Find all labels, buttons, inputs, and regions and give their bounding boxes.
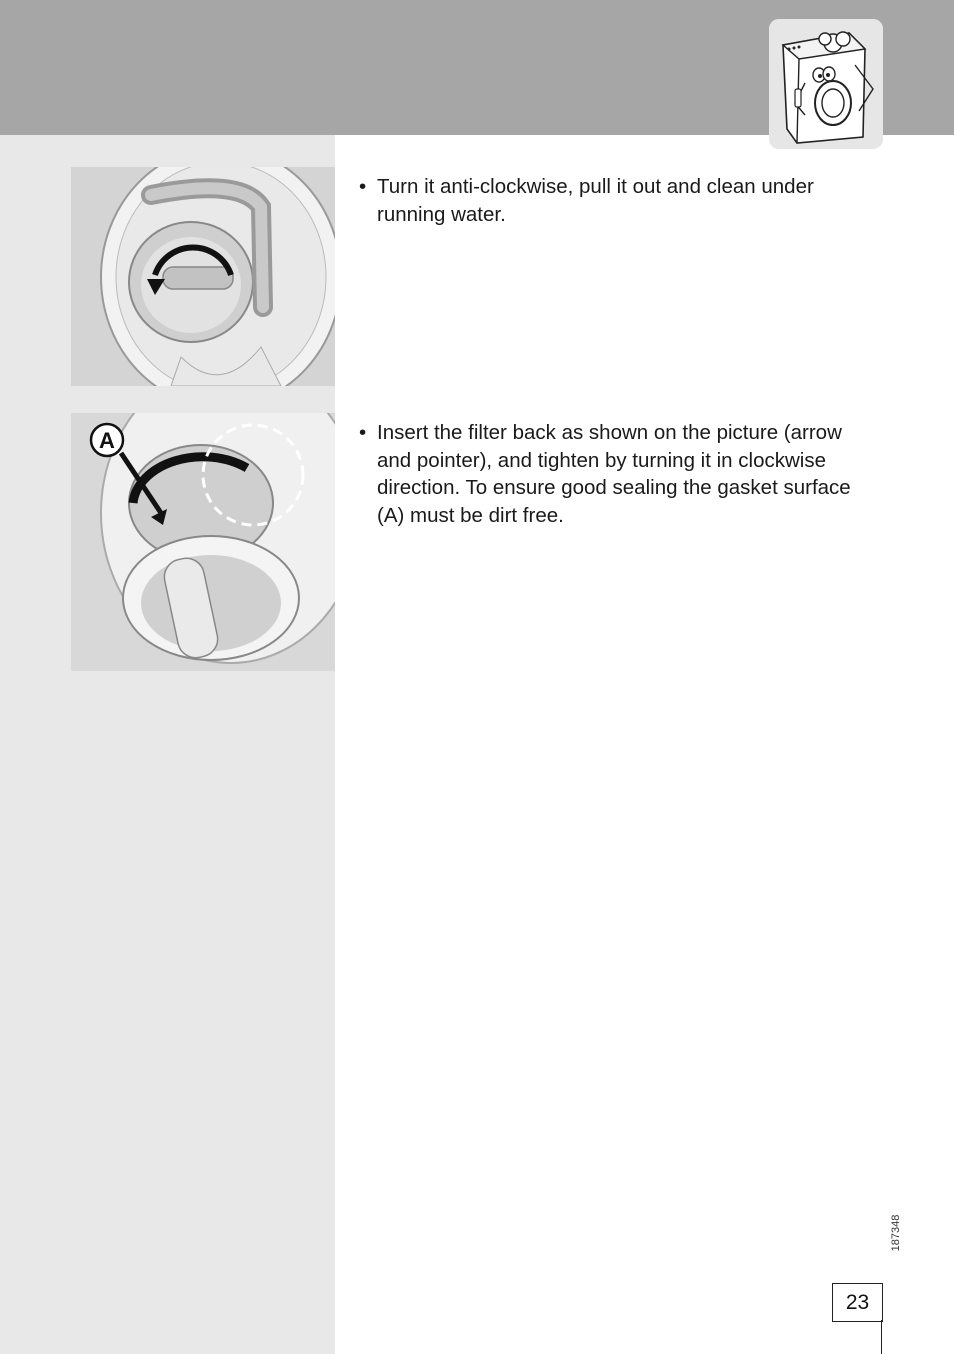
filter-removal-illustration bbox=[71, 167, 335, 386]
step-2-text bbox=[359, 419, 879, 529]
step-2-label: Insert the filter back as shown on the picture (arrow and pointer), and tighten by turning it in clockwise direction. To ensure good sealing the gasket surface (A) must be dirt free. bbox=[377, 421, 851, 527]
bullet-dot: • bbox=[359, 421, 367, 444]
step-1-label: Turn it anti-clockwise, pull it out and clean under running water. bbox=[377, 175, 814, 226]
bullet-dot: • bbox=[359, 175, 367, 198]
washing-machine-mascot-icon bbox=[769, 19, 883, 149]
gasket-surface-label: A bbox=[99, 428, 115, 453]
filter-insertion-illustration bbox=[71, 413, 335, 671]
step-1-text bbox=[359, 173, 879, 228]
page-number: 23 bbox=[832, 1283, 883, 1322]
document-code: 187348 bbox=[890, 1214, 902, 1252]
page-number-rule bbox=[881, 1320, 882, 1354]
